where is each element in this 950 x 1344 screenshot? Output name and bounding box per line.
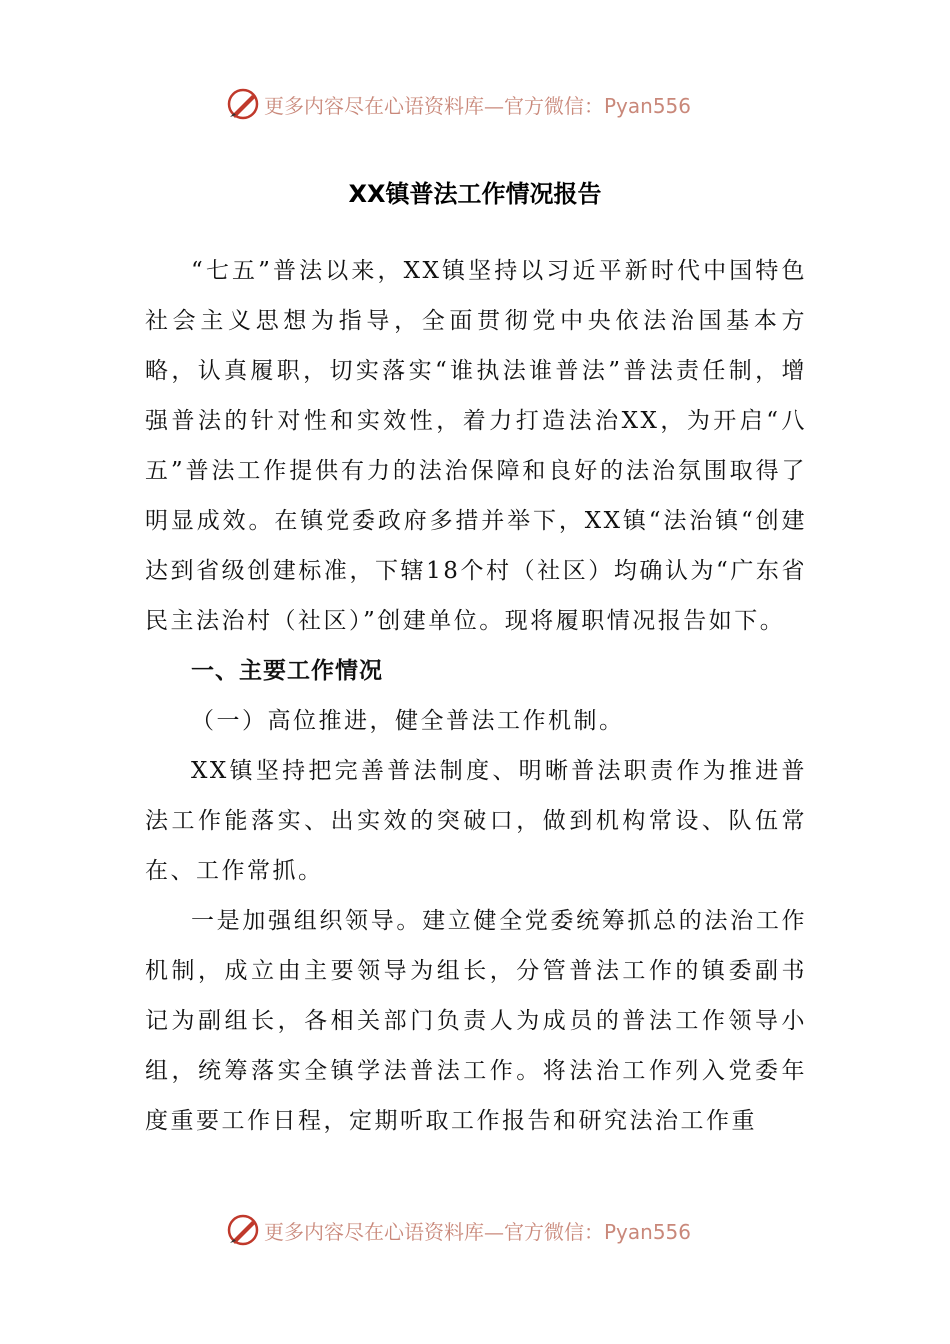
body-paragraph: “七五”普法以来，XX镇坚持以习近平新时代中国特色社会主义思想为指导，全面贯彻党中央依法治国基本方略，认真履职，切实落实“谁执法谁普法”普法责任制，增强普法的针对性和实效性，着力打造法治XX，为开启“八五”普法工作提供有力的法治保障和良好的法治氛围取得了明显成效。在镇党委政府多措并举下，XX镇“法治镇“创建达到省级创建标准，下辖18个村（社区）均确认为“广东省民主法治村（社区）”创建单位。现将履职情况报告如下。 (145, 258, 807, 634)
watermark-text: 更多内容尽在心语资料库—官方微信：Pyan556 (264, 1219, 692, 1244)
pen-logo-icon (226, 87, 260, 121)
pen-logo-icon (226, 1213, 260, 1247)
body-paragraph: 一是加强组织领导。建立健全党委统筹抓总的法治工作机制，成立由主要领导为组长，分管普法工作的镇委副书记为副组长，各相关部门负责人为成员的普法工作领导小组，统筹落实全镇学法普法工作。将法治工作列入党委年度重要工作日程，定期听取工作报告和研究法治工作重 (145, 908, 807, 1134)
body-paragraph: XX镇坚持把完善普法制度、明晰普法职责作为推进普法工作能落实、出实效的突破口，做到机构常设、队伍常在、工作常抓。 (145, 758, 807, 884)
document-body (145, 246, 807, 1146)
section-heading: 一、主要工作情况 (191, 658, 383, 684)
document-title: XX镇普法工作情况报告 (348, 180, 602, 208)
header-watermark (226, 84, 691, 124)
footer-watermark (226, 1210, 691, 1250)
subsection-heading: （一）高位推进，健全普法工作机制。 (191, 708, 625, 734)
watermark-text: 更多内容尽在心语资料库—官方微信：Pyan556 (264, 93, 692, 118)
